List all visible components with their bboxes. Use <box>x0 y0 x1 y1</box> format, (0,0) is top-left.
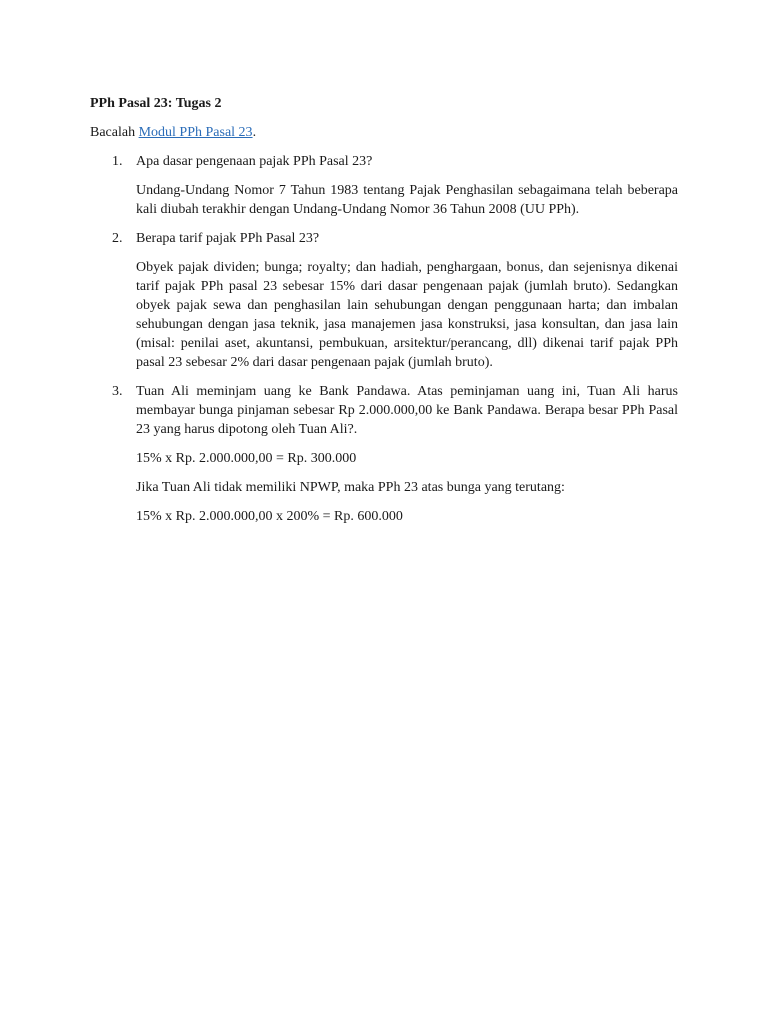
intro-prefix: Bacalah <box>90 125 139 140</box>
intro-paragraph <box>90 123 678 142</box>
answer-paragraph: Obyek pajak dividen; bunga; royalty; dan hadiah, penghargaan, bonus, dan sejenisnya dikenai tarif pajak PPh pasal 23 sebesar 15% dari dasar pengenaan pajak (jumlah bruto). Sedangkan obyek pajak sewa dan penghasilan lain sehubungan dengan penggunaan harta; dan imbalan sehubungan dengan jasa teknik, jasa manajemen jasa konstruksi, jasa konsultan, dan jasa lain (misal: penilai aset, akuntansi, pembukuan, arsitektur/perancang, dll) dikenai tarif pajak PPh pasal 23 sebesar 2% dari dasar pengenaan pajak (jumlah bruto). <box>136 260 678 370</box>
question-number: 2. <box>112 231 123 246</box>
question-number: 1. <box>112 154 123 169</box>
question-text: Tuan Ali meminjam uang ke Bank Pandawa. Atas peminjaman uang ini, Tuan Ali harus membayar bunga pinjaman sebesar Rp 2.000.000,00 ke Bank Pandawa. Berapa besar PPh Pasal 23 yang harus dipotong oleh Tuan Ali?. <box>136 384 678 437</box>
question-item-3 <box>90 382 678 526</box>
question-list <box>90 152 678 526</box>
document-title: PPh Pasal 23: Tugas 2 <box>90 96 222 111</box>
answer-paragraph: Jika Tuan Ali tidak memiliki NPWP, maka PPh 23 atas bunga yang terutang: <box>136 480 565 495</box>
intro-suffix: . <box>252 125 257 140</box>
question-text: Apa dasar pengenaan pajak PPh Pasal 23? <box>136 154 373 169</box>
question-text: Berapa tarif pajak PPh Pasal 23? <box>136 231 320 246</box>
answer-calculation: 15% x Rp. 2.000.000,00 = Rp. 300.000 <box>136 451 357 466</box>
question-item-2 <box>90 229 678 372</box>
answer-paragraph: Undang-Undang Nomor 7 Tahun 1983 tentang Pajak Penghasilan sebagaimana telah beberapa kali diubah terakhir dengan Undang-Undang Nomor 36 Tahun 2008 (UU PPh). <box>136 183 678 217</box>
module-link[interactable]: Modul PPh Pasal 23 <box>138 125 253 140</box>
answer-calculation: 15% x Rp. 2.000.000,00 x 200% = Rp. 600.000 <box>136 509 403 524</box>
question-item-1 <box>90 152 678 219</box>
question-number: 3. <box>112 384 123 399</box>
document-page <box>90 94 678 536</box>
